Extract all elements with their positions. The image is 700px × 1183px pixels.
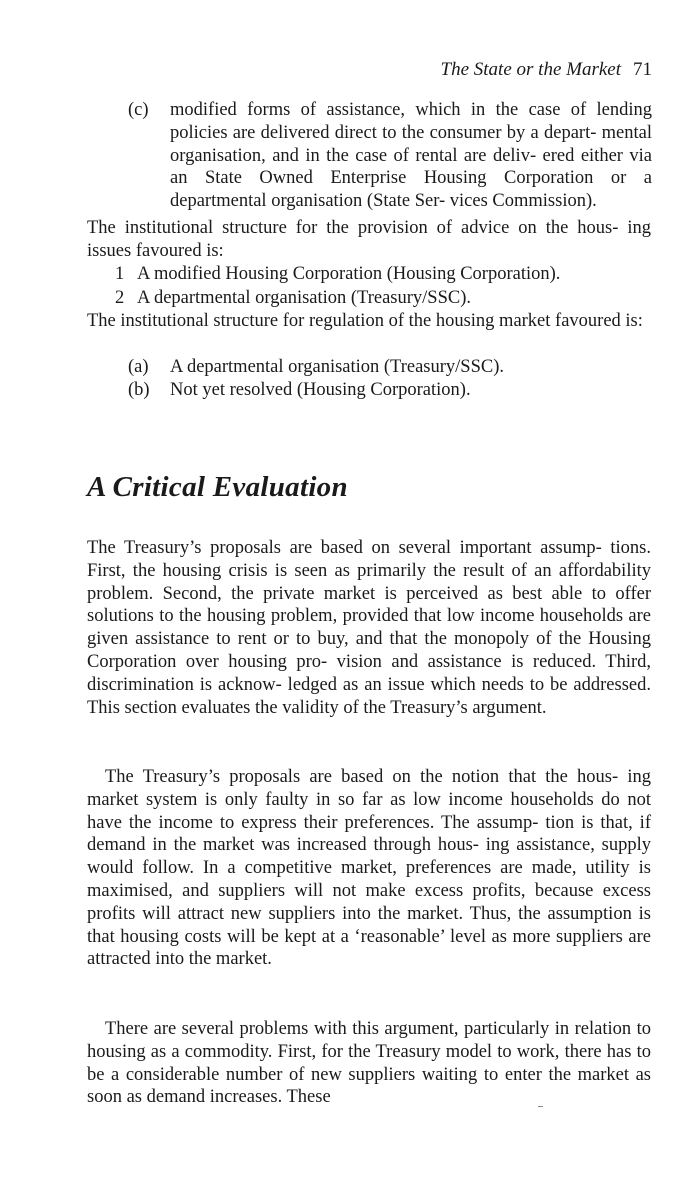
list-marker: (a): [128, 357, 149, 377]
list-item-text: A departmental organisation (Treasury/SSC).: [137, 288, 471, 308]
advice-intro: The institutional structure for the provision of advice on the hous- ing issues favoured is:: [87, 218, 651, 261]
regulation-item-b: [128, 379, 652, 403]
paragraph-2: The Treasury’s proposals are based on the notion that the hous- ing market system is only faulty in so far as low income households do not have the income to express their preferences. The assump- tion is that, if demand in the market was increased through hous- ing assistance, supply would follow. In a competitive market, preferences are made, utility is maximised, and suppliers will not make excess profits, because excess profits will attract new suppliers into the market. Thus, the assumption is that housing costs will be kept at a ‘reasonable’ level as more suppliers are attracted into the market.: [87, 767, 651, 970]
list-marker: 1: [115, 264, 125, 284]
list-item-text: A departmental organisation (Treasury/SSC).: [170, 357, 504, 377]
regulation-item-a: [128, 356, 652, 380]
list-marker: (b): [128, 380, 150, 400]
list-marker: (c): [128, 100, 149, 120]
section-heading: A Critical Evaluation: [87, 471, 348, 503]
list-item-text: Not yet resolved (Housing Corporation).: [170, 380, 471, 400]
paragraph-1: The Treasury’s proposals are based on several important assump- tions. First, the housing crisis is seen as primarily the result of an affordability problem. Second, the private market is perceived as best able to offer solutions to the housing problem, provided that low income households are given assistance to rent or to buy, and that the monopoly of the Housing Corporation over housing pro- vision and assistance is reduced. Third, discrimination is acknow- ledged as an issue which needs to be addressed. This section evaluates the validity of the Treasury’s argument.: [87, 538, 651, 718]
paragraph-3: There are several problems with this argument, particularly in relation to housing as a commodity. First, for the Treasury model to work, there has to be a considerable number of new suppliers waiting to enter the market as soon as demand increases. These: [87, 1019, 651, 1108]
running-head: [441, 58, 652, 82]
page-number: 71: [633, 59, 652, 80]
list-item-text: modified forms of assistance, which in the case of lending policies are delivered direct to the consumer by a depart- mental organisation, and in the case of rental are deliv- ered either via an State Owned Enterprise Housing Corporation or a departmental organisation (State Ser- vices Commission).: [170, 100, 652, 212]
page-speck: [538, 1106, 543, 1107]
list-marker: 2: [115, 288, 125, 308]
list-item-text: A modified Housing Corporation (Housing Corporation).: [137, 264, 561, 284]
regulation-intro: The institutional structure for regulation of the housing market favoured is:: [87, 311, 643, 331]
advice-item-1: [115, 263, 655, 287]
advice-item-2: [115, 287, 655, 311]
running-title: The State or the Market: [440, 59, 621, 80]
